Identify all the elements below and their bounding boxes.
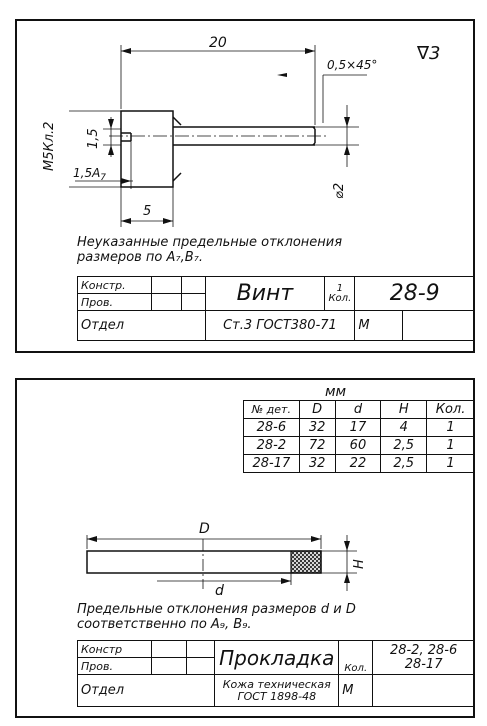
- row-otdel: Отдел: [78, 675, 215, 707]
- table-row: [244, 455, 475, 473]
- units-label: мм: [325, 384, 347, 400]
- col-header: Кол.: [427, 401, 475, 419]
- cell: 28-2: [244, 437, 300, 455]
- dim-width: 5: [143, 204, 152, 219]
- drawing-sheet-vint: [15, 19, 475, 353]
- part-name: Винт: [205, 277, 325, 311]
- col-header: d: [335, 401, 381, 419]
- cell: 72: [299, 437, 335, 455]
- note-line-2: размеров по A₇,B₇.: [77, 250, 204, 265]
- cell: 22: [335, 455, 381, 473]
- dim-d: d: [215, 583, 224, 599]
- row-prov: Пров.: [78, 294, 152, 311]
- vint-drawing: [17, 21, 473, 251]
- title-block-vint: [77, 276, 475, 341]
- part-code: 28-9: [355, 277, 475, 311]
- material-line-2: ГОСТ 1898-48: [237, 689, 317, 703]
- col-header: D: [299, 401, 335, 419]
- cell: 28-17: [244, 455, 300, 473]
- dim-length: 20: [209, 35, 227, 51]
- qty-label: Кол.: [339, 641, 373, 675]
- cell: 60: [335, 437, 381, 455]
- cell: 1: [427, 437, 475, 455]
- note-line-1: Предельные отклонения размеров d и D: [77, 602, 356, 617]
- row-prov: Пров.: [78, 658, 152, 675]
- dim-H: H: [352, 559, 367, 569]
- cell: 17: [335, 419, 381, 437]
- roughness-mark: ∇3: [417, 43, 441, 64]
- qty-value: 1: [336, 282, 344, 294]
- part-name: Прокладка: [215, 641, 339, 675]
- code-line-1: 28-2, 28-6: [389, 642, 458, 658]
- row-konstr: Констр.: [78, 277, 152, 294]
- part-code: [373, 641, 475, 675]
- qty-label: Кол.: [328, 292, 352, 304]
- cell: 32: [299, 455, 335, 473]
- material: Ст.3 ГОСТ380-71: [205, 311, 355, 341]
- code-line-2: 28-17: [404, 656, 443, 672]
- cell: 28-6: [244, 419, 300, 437]
- table-row: [244, 419, 475, 437]
- drawing-sheet-prokladka: [15, 378, 475, 718]
- dim-chamfer: 0,5×45°: [327, 58, 378, 72]
- col-header: H: [381, 401, 427, 419]
- spec-table: [243, 400, 475, 473]
- scale-cell: М: [355, 311, 403, 341]
- cell: 2,5: [381, 437, 427, 455]
- row-otdel: Отдел: [78, 311, 206, 341]
- cell: 32: [299, 419, 335, 437]
- material-line-1: Кожа техническая: [222, 677, 331, 691]
- dim-head: 1,5: [86, 128, 101, 149]
- qty-cell: [325, 277, 355, 311]
- cell: 4: [381, 419, 427, 437]
- note-line-2: соответственно по A₉, B₉.: [77, 617, 252, 632]
- spec-header-row: [244, 401, 475, 419]
- cell: 1: [427, 455, 475, 473]
- title-block-prokladka: [77, 640, 475, 707]
- dim-thread: M5Кл.2: [42, 121, 57, 171]
- table-row: [244, 437, 475, 455]
- note-line-1: Неуказанные предельные отклонения: [77, 235, 343, 250]
- scale-cell: М: [339, 675, 373, 707]
- col-header: № дет.: [244, 401, 300, 419]
- material: [215, 675, 339, 707]
- dim-tolerance: $1,5A_7$: [73, 166, 107, 183]
- dim-diameter: ⌀2: [332, 182, 347, 199]
- cell: 2,5: [381, 455, 427, 473]
- cell: 1: [427, 419, 475, 437]
- row-konstr: Констр: [78, 641, 152, 658]
- dim-D: D: [199, 521, 210, 537]
